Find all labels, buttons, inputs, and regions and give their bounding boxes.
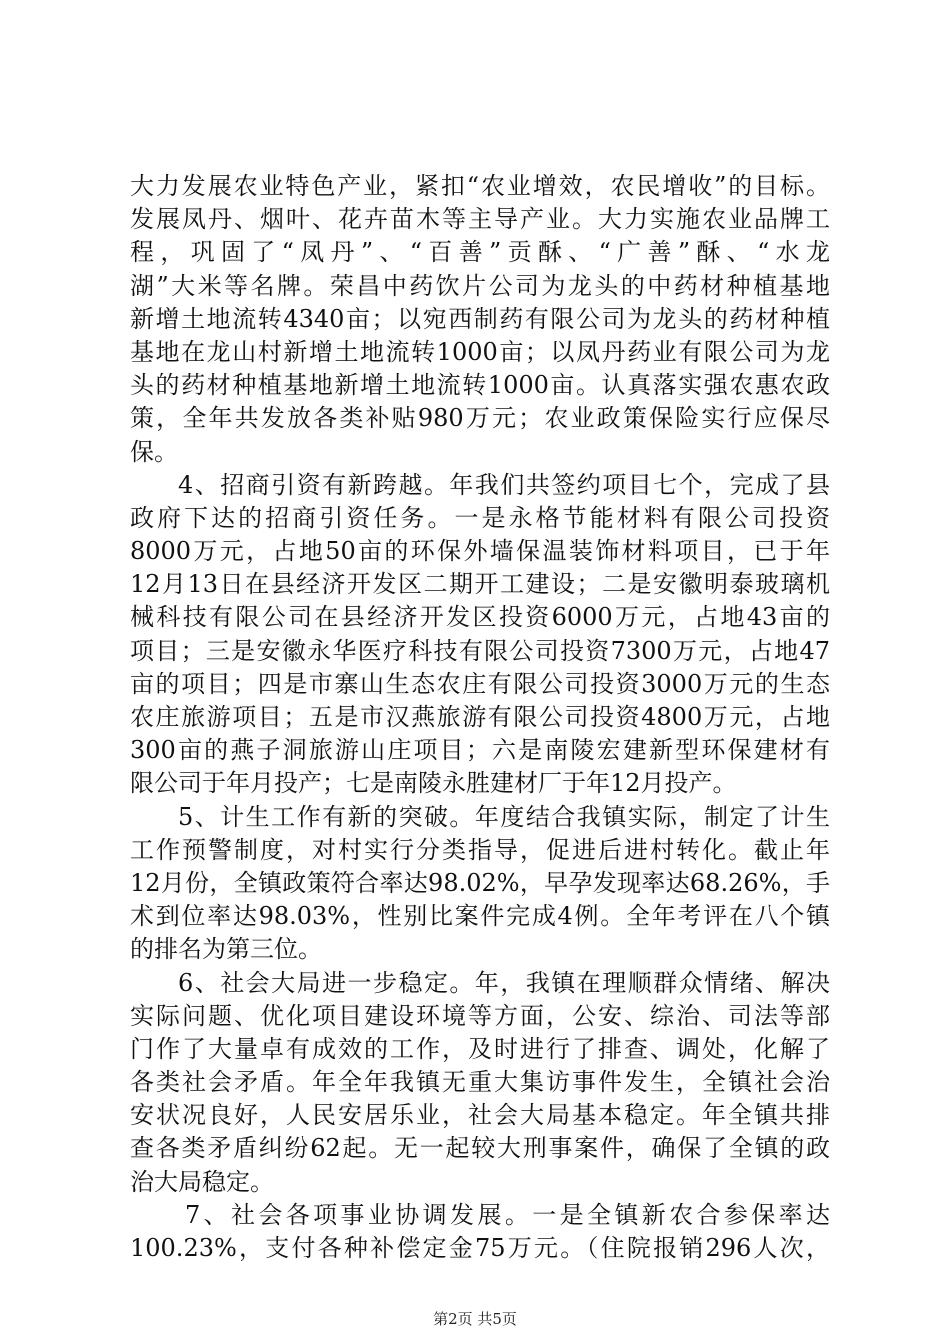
paragraph-start-line: 4、招商引资有新跨越。年我们共签约项目七个，完成了县 — [178, 470, 830, 499]
text-line: 工作预警制度，对村实行分类指导，促进后进村转化。截止年 — [130, 835, 830, 864]
paragraph-start-line: 5、计生工作有新的突破。年度结合我镇实际，制定了计生 — [178, 802, 830, 831]
text-line: 新增土地流转4340亩；以宛西制药有限公司为龙头的药材种植 — [130, 304, 830, 333]
text-line: 实际问题、优化项目建设环境等方面，公安、综治、司法等部 — [130, 1001, 830, 1030]
text-line: 12月13日在县经济开发区二期开工建设；二是安徽明泰玻璃机 — [130, 570, 830, 599]
text-line: 湖”大米等名牌。荣昌中药饮片公司为龙头的中药材种植基地 — [130, 271, 830, 300]
text-line: 安状况良好，人民安居乐业，社会大局基本稳定。年全镇共排 — [130, 1101, 830, 1130]
text-line: 限公司于年月投产；七是南陵永胜建材厂于年12月投产。 — [130, 769, 737, 798]
text-line: 大力发展农业特色产业，紧扣“农业增效，农民增收”的目标。 — [130, 172, 830, 200]
text-line: 治大局稳定。 — [130, 1167, 274, 1196]
text-line: 亩的项目；四是市寨山生态农庄有限公司投资3000万元的生态 — [130, 669, 830, 698]
text-line: 农庄旅游项目；五是市汉燕旅游有限公司投资4800万元，占地 — [130, 703, 830, 731]
text-line: 查各类矛盾纠纷62起。无一起较大刑事案件，确保了全镇的政 — [130, 1134, 830, 1163]
text-line: 头的药材种植基地新增土地流转1000亩。认真落实强农惠农政 — [130, 371, 830, 400]
text-line: 的排名为第三位。 — [130, 935, 322, 964]
text-line: 12月份，全镇政策符合率达98.02%，早孕发现率达68.26%，手 — [130, 868, 830, 897]
text-line: 程，巩固了“凤丹”、“百善”贡酥、“广善”酥、“水龙 — [130, 238, 830, 267]
text-line: 术到位率达98.03%，性别比案件完成4例。全年考评在八个镇 — [130, 902, 830, 931]
text-line: 门作了大量卓有成效的工作，及时进行了排查、调处，化解了 — [130, 1034, 830, 1063]
text-line: 项目；三是安徽永华医疗科技有限公司投资7300万元，占地47 — [130, 636, 830, 665]
paragraph-start-line: 6、社会大局进一步稳定。年，我镇在理顺群众情绪、解决 — [178, 968, 830, 997]
page-footer: 第2页 共5页 — [433, 1310, 517, 1328]
text-line: 各类社会矛盾。年全年我镇无重大集访事件发生，全镇社会治 — [130, 1068, 830, 1097]
text-line: 械科技有限公司在县经济开发区投资6000万元，占地43亩的 — [130, 603, 830, 632]
text-line: 基地在龙山村新增土地流转1000亩；以凤丹药业有限公司为龙 — [130, 337, 830, 366]
text-line: 发展凤丹、烟叶、花卉苗木等主导产业。大力实施农业品牌工 — [130, 205, 830, 234]
paragraph-start-line: 7、社会各项事业协调发展。一是全镇新农合参保率达 — [185, 1200, 830, 1229]
document-body — [130, 170, 830, 1265]
text-line: 策，全年共发放各类补贴980万元；农业政策保险实行应保尽 — [130, 404, 830, 433]
text-line: 100.23%，支付各种补偿定金75万元。（住院报销296人次， — [130, 1234, 830, 1262]
text-line: 保。 — [130, 437, 178, 466]
text-line: 8000万元，占地50亩的环保外墙保温装饰材料项目，已于年 — [130, 537, 830, 566]
text-line: 300亩的燕子洞旅游山庄项目；六是南陵宏建新型环保建材有 — [130, 736, 830, 765]
text-line: 政府下达的招商引资任务。一是永格节能材料有限公司投资 — [130, 503, 830, 532]
